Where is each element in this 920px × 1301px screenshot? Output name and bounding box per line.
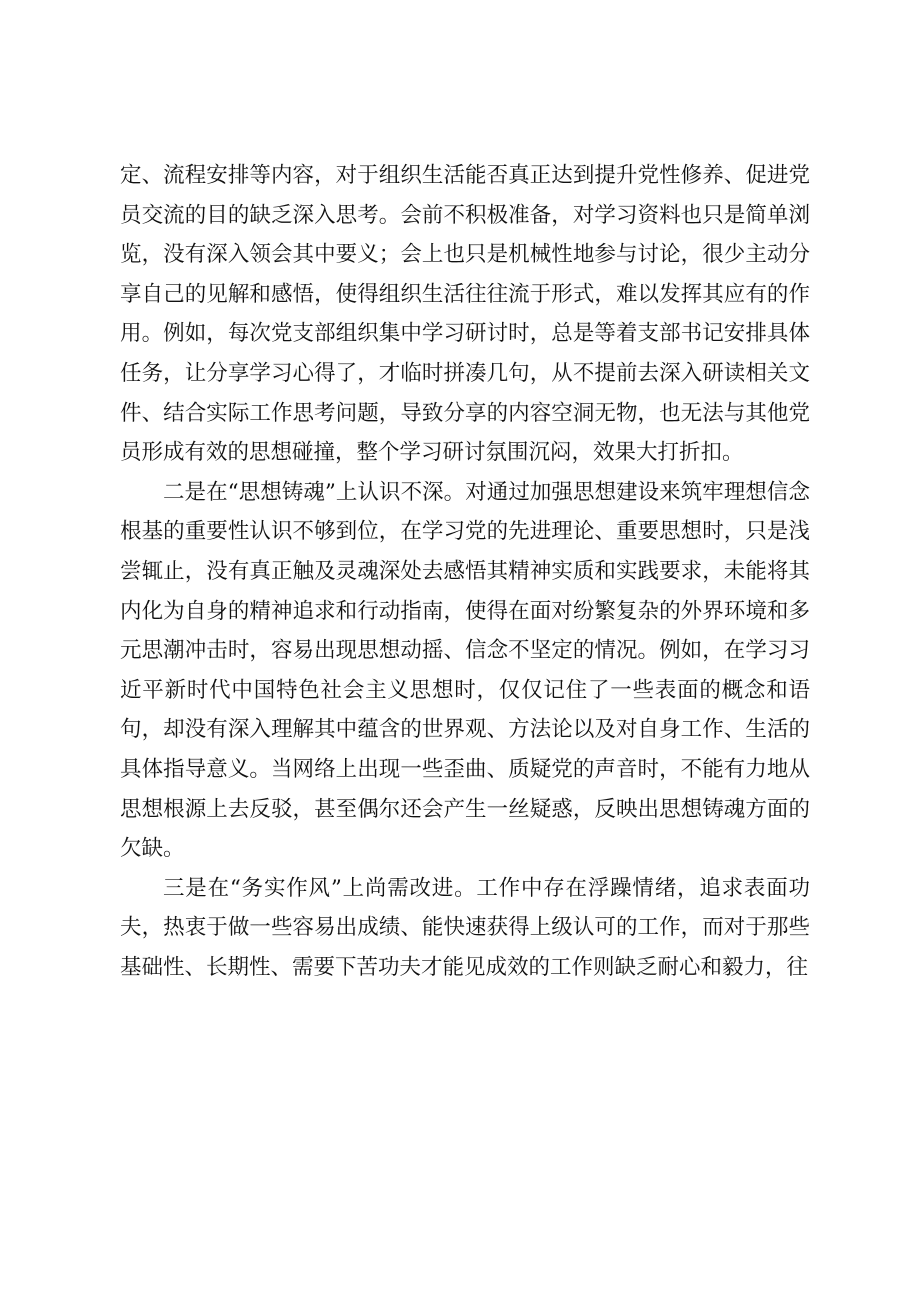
paragraph-continuation: 定、流程安排等内容，对于组织生活能否真正达到提升党性修养、促进党员交流的目的缺乏深入思考。会前不积极准备，对学习资料也只是简单浏览，没有深入领会其中要义；会上也只是机械性地参与讨论，很少主动分享自己的见解和感悟，使得组织生活往往流于形式，难以发挥其应有的作用。例如，每次党支部组织集中学习研讨时，总是等着支部书记安排具体任务，让分享学习心得了，才临时拼凑几句，从不提前去深入研读相关文件、结合实际工作思考问题，导致分享的内容空洞无物，也无法与其他党员形成有效的思想碰撞，整个学习研讨氛围沉闷，效果大打折扣。 [120, 163, 810, 466]
document-body [120, 156, 810, 987]
paragraph-thought-soul: 二是在“思想铸魂”上认识不深。对通过加强思想建设来筑牢理想信念根基的重要性认识不够到位，在学习党的先进理论、重要思想时，只是浅尝辄止，没有真正触及灵魂深处去感悟其精神实质和实践要求，未能将其内化为自身的精神追求和行动指南，使得在面对纷繁复杂的外界环境和多元思潮冲击时，容易出现思想动摇、信念不坚定的情况。例如，在学习习近平新时代中国特色社会主义思想时，仅仅记住了一些表面的概念和语句，却没有深入理解其中蕴含的世界观、方法论以及对自身工作、生活的具体指导意义。当网络上出现一些歪曲、质疑党的声音时，不能有力地从思想根源上去反驳，甚至偶尔还会产生一丝疑惑，反映出思想铸魂方面的欠缺。 [120, 479, 810, 862]
paragraph-practical-style: 三是在“务实作风”上尚需改进。工作中存在浮躁情绪，追求表面功夫，热衷于做一些容易出成绩、能快速获得上级认可的工作，而对于那些基础性、长期性、需要下苦功夫才能见成效的工作则缺乏耐心和毅力，往 [120, 875, 810, 980]
